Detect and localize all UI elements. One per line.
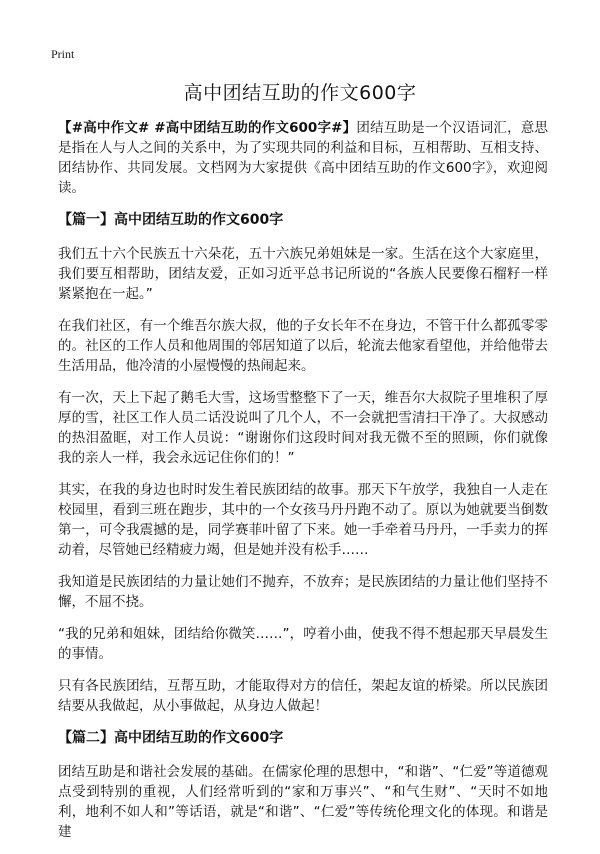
section-1-paragraph: 只有各民族团结，互帮互助，才能取得对方的信任，架起友谊的桥梁。所以民族团结要从我做起，从小事做起，从身边人做起！ [58,678,548,714]
section-1-paragraph: “我的兄弟和姐妹，团结给你微笑……”，哼着小曲，使我不得不想起那天早晨发生的事情。 [58,626,548,662]
document-title: 高中团结互助的作文600字 [183,82,417,104]
section-2-paragraph: 团结互助是和谐社会发展的基础。在儒家伦理的思想中，“和谐”、“仁爱”等道德观点受到特别的重视，人们经常听到的“家和万事兴”、“和气生财”、“天时不如地利，地利不如人和”等话语，就是“和谐”、“仁爱”等传统伦理文化的体现。和谐是建 [58,764,548,840]
section-1-paragraph: 其实，在我的身边也时时发生着民族团结的故事。那天下午放学，我独自一人走在校园里，看到三班在跑步，其中的一个女孩马丹丹跑不动了。原以为她就要当倒数第一，可令我震撼的是，同学赛菲叶留了下来。她一手牵着马丹丹，一手卖力的挥动着，尽管她已经精疲力竭，但是她并没有松手…… [58,482,548,558]
intro-text: 团结互助是一个汉语词汇，意思是指在人与人之间的关系中，为了实现共同的利益和目标，互相帮助、互相支持、团结协作、共同发展。文档网为大家提供《高中团结互助的作文600字》，欢迎阅读。 [58,120,548,196]
print-link[interactable]: Print [51,47,75,61]
section-1-paragraph: 在我们社区，有一个维吾尔族大叔，他的子女长年不在身边，不管干什么都孤零零的。社区的工作人员和他周围的邻居知道了以后，轮流去他家看望他，并给他带去生活用品，他冷清的小屋慢慢的热闹起来。 [58,318,548,374]
document-body [58,118,548,854]
intro-paragraph [58,118,548,198]
section-1-paragraph: 我们五十六个民族五十六朵花，五十六族兄弟姐妹是一家。生活在这个大家庭里，我们要互相帮助，团结友爱，正如习近平总书记所说的“各族人民要像石榴籽一样紧紧抱在一起。” [58,246,548,302]
section-1-paragraph: 有一次，天上下起了鹅毛大雪，这场雪整整下了一天，维吾尔大叔院子里堆积了厚厚的雪，社区工作人员二话没说叫了几个人，不一会就把雪清扫干净了。大叔感动的热泪盈眶，对工作人员说：“谢谢你们这段时间对我无微不至的照顾，你们就像我的亲人一样，我会永远记住你们的！” [58,390,548,466]
section-heading-2: 【篇二】高中团结互助的作文600字 [58,730,284,746]
section-1-paragraph: 我知道是民族团结的力量让她们不抛弃，不放弃；是民族团结的力量让他们坚持不懈，不屈不挠。 [58,574,548,610]
section-heading-1: 【篇一】高中团结互助的作文600字 [58,212,284,228]
intro-tag: 【#高中作文# #高中团结互助的作文600字#】 [58,120,357,136]
